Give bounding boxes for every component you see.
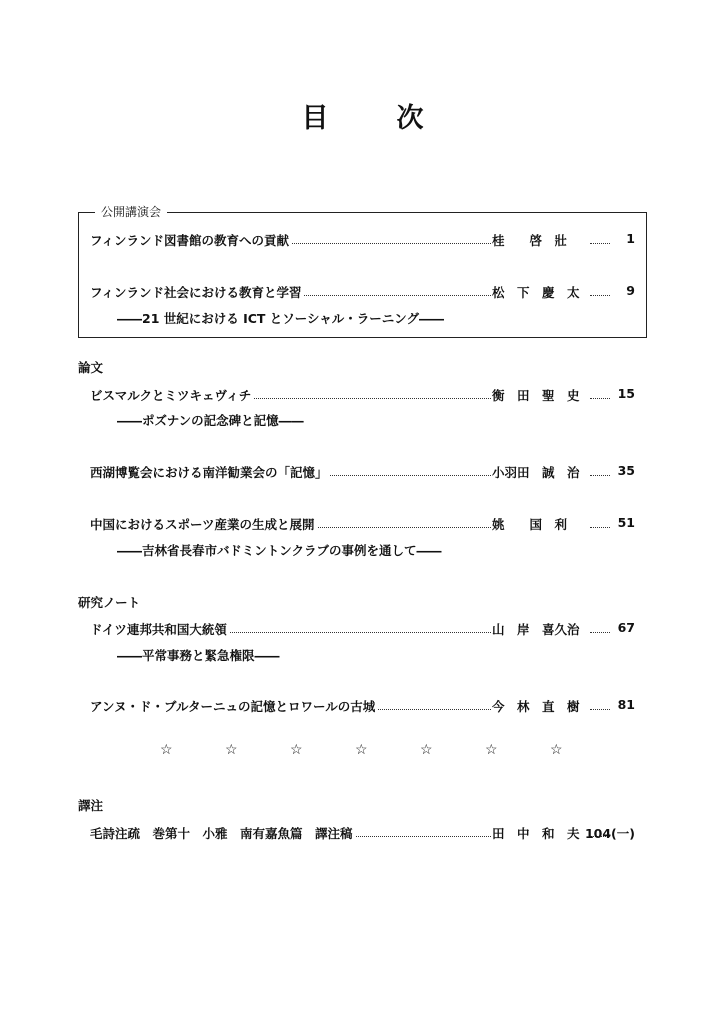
entry-page: 15 bbox=[617, 386, 635, 401]
toc-entry[interactable] bbox=[90, 824, 635, 842]
star-icon: ☆ bbox=[550, 742, 563, 758]
toc-entry[interactable] bbox=[90, 697, 635, 715]
leader-dots bbox=[590, 709, 610, 710]
page-title: 目次 bbox=[301, 103, 492, 134]
entry-author: 今 林 直 樹 bbox=[492, 697, 592, 715]
entry-author: 山 岸 喜久治 bbox=[492, 620, 592, 638]
entry-title: フィンランド社会における教育と学習 bbox=[90, 285, 302, 300]
toc-entry[interactable] bbox=[90, 386, 635, 404]
entry-title: フィンランド図書館の教育への貢献 bbox=[90, 233, 290, 248]
entry-page: 51 bbox=[617, 515, 635, 530]
toc-entry[interactable] bbox=[90, 463, 635, 481]
entry-subtitle: ――ポズナンの記念碑と記憶―― bbox=[117, 413, 304, 428]
entry-author: 桂 啓 壯 bbox=[492, 231, 592, 249]
star-icon: ☆ bbox=[420, 742, 433, 758]
entry-subtitle: ――21 世紀における ICT とソーシャル・ラーニング―― bbox=[117, 311, 445, 326]
star-icon: ☆ bbox=[160, 742, 173, 758]
leader-dots bbox=[590, 632, 610, 633]
box-label: 公開講演会 bbox=[95, 203, 167, 220]
entry-subtitle: ――吉林省長春市バドミントンクラブの事例を通して―― bbox=[117, 543, 442, 558]
entry-title: アンヌ・ド・ブルターニュの記憶とロワールの古城 bbox=[90, 699, 376, 714]
leader-dots bbox=[590, 243, 610, 244]
section-heading: 譯注 bbox=[78, 798, 104, 813]
entry-title: 西湖博覧会における南洋勧業会の「記憶」 bbox=[90, 465, 328, 480]
entry-author: 衡 田 聖 史 bbox=[492, 386, 592, 404]
section-heading: 論文 bbox=[78, 360, 104, 375]
entry-author: 小羽田 誠 治 bbox=[492, 463, 592, 481]
toc-entry[interactable] bbox=[90, 231, 635, 249]
toc-entry[interactable] bbox=[90, 515, 635, 533]
leader-dots bbox=[590, 527, 610, 528]
star-icon: ☆ bbox=[355, 742, 368, 758]
star-icon: ☆ bbox=[290, 742, 303, 758]
entry-page: 35 bbox=[617, 463, 635, 478]
entry-author: 姚 国 利 bbox=[492, 515, 592, 533]
star-divider bbox=[130, 742, 590, 764]
entry-page: 67 bbox=[617, 620, 635, 635]
entry-page: 1 bbox=[626, 231, 635, 246]
section-heading: 研究ノート bbox=[78, 595, 141, 610]
toc-entry[interactable] bbox=[90, 283, 635, 301]
star-icon: ☆ bbox=[485, 742, 498, 758]
star-icon: ☆ bbox=[225, 742, 238, 758]
toc-entry[interactable] bbox=[90, 620, 635, 638]
entry-page: 9 bbox=[626, 283, 635, 298]
entry-page: 104(一) bbox=[584, 826, 635, 841]
entry-title: ビスマルクとミツキェヴィチ bbox=[90, 388, 252, 403]
entry-subtitle: ――平常事務と緊急権限―― bbox=[117, 648, 280, 663]
leader-dots bbox=[590, 295, 610, 296]
leader-dots bbox=[590, 475, 610, 476]
entry-author: 松 下 慶 太 bbox=[492, 283, 592, 301]
entry-page: 81 bbox=[617, 697, 635, 712]
entry-author: 田 中 和 夫 bbox=[492, 824, 592, 842]
leader-dots bbox=[590, 398, 610, 399]
entry-title: ドイツ連邦共和国大統領 bbox=[90, 622, 227, 637]
entry-title: 毛詩注疏 巻第十 小雅 南有嘉魚篇 譯注稿 bbox=[90, 826, 353, 841]
entry-title: 中国におけるスポーツ産業の生成と展開 bbox=[90, 517, 315, 532]
